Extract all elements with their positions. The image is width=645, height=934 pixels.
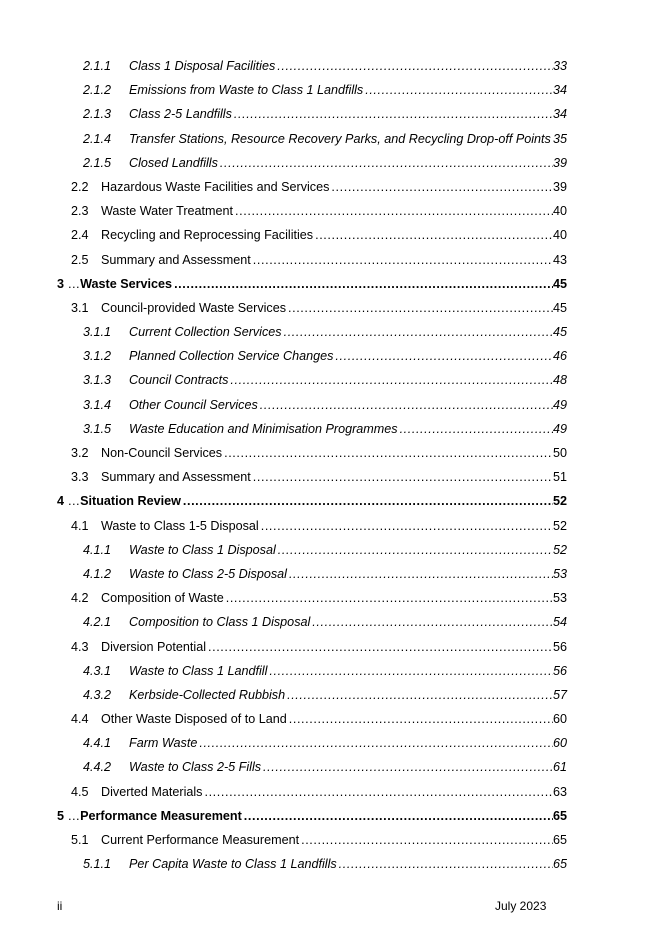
- toc-dot-leader: [263, 755, 553, 779]
- toc-entry-page: 39: [552, 179, 567, 194]
- toc-entry-number: 3: [57, 276, 65, 291]
- toc-dot-leader: [226, 586, 553, 610]
- toc-entry[interactable]: [0, 659, 645, 683]
- table-of-contents: [0, 54, 645, 876]
- toc-entry-number: 5.1.1: [83, 857, 112, 872]
- toc-entry-title: Class 2-5 Landfills: [129, 107, 232, 122]
- toc-entry-number: 4.3.2: [83, 687, 112, 702]
- toc-entry-number: 3.1.2: [83, 349, 112, 364]
- toc-dot-leader: [261, 514, 553, 538]
- toc-entry[interactable]: [0, 755, 645, 779]
- toc-entry-title: Per Capita Waste to Class 1 Landfills: [129, 857, 337, 872]
- toc-entry-number: 3.1.3: [83, 373, 112, 388]
- toc-entry-page: 34: [552, 83, 567, 98]
- toc-dot-leader: [204, 780, 553, 804]
- toc-dot-leader: [253, 465, 553, 489]
- toc-entry-title: Waste to Class 1-5 Disposal: [101, 518, 259, 533]
- toc-entry[interactable]: [0, 804, 645, 828]
- toc-entry[interactable]: [0, 562, 645, 586]
- toc-entry[interactable]: [0, 320, 645, 344]
- toc-entry-number: 3.2: [71, 446, 89, 460]
- toc-dot-leader: [269, 659, 553, 683]
- toc-entry-page: 52: [552, 518, 567, 533]
- toc-entry-title: Planned Collection Service Changes: [129, 349, 334, 364]
- toc-dot-leader: [244, 804, 553, 828]
- toc-entry-number: 4.3.1: [83, 663, 112, 678]
- toc-entry-page: 52: [552, 542, 567, 557]
- toc-dot-leader: [234, 102, 553, 126]
- footer-page-number: ii: [57, 899, 63, 913]
- toc-entry-page: 40: [552, 228, 567, 243]
- toc-entry-page: 56: [552, 639, 567, 654]
- toc-entry-number: 4.2.1: [83, 615, 112, 630]
- toc-entry-title: Waste Education and Minimisation Programmes: [129, 421, 398, 436]
- toc-entry[interactable]: [0, 54, 645, 78]
- footer-date: July 2023: [495, 899, 547, 913]
- toc-entry-page: 49: [552, 421, 567, 436]
- toc-entry-page: 60: [552, 736, 567, 751]
- toc-entry-page: 61: [552, 760, 567, 775]
- toc-entry-title: Hazardous Waste Facilities and Services: [101, 179, 330, 194]
- toc-entry-number: 3.1.5: [83, 421, 112, 436]
- toc-dot-leader: [289, 707, 553, 731]
- toc-entry[interactable]: [0, 683, 645, 707]
- toc-entry-title: Council-provided Waste Services: [101, 300, 287, 315]
- toc-entry-page: 45: [552, 325, 567, 340]
- toc-entry[interactable]: [0, 151, 645, 175]
- toc-entry-title: Composition to Class 1 Disposal: [129, 615, 311, 630]
- toc-dot-leader: [253, 248, 553, 272]
- toc-entry-page: 45: [552, 300, 567, 315]
- toc-entry-number: 4.4: [71, 712, 89, 727]
- toc-entry-page: 33: [552, 59, 567, 73]
- toc-dot-leader: [208, 635, 553, 659]
- toc-dot-leader: [224, 441, 553, 465]
- toc-entry-page: 50: [552, 446, 567, 460]
- toc-entry-title: Current Collection Services: [129, 325, 282, 340]
- toc-dot-leader: [339, 852, 553, 876]
- toc-entry-number: 3.1.4: [83, 397, 112, 412]
- toc-dot-leader: [278, 538, 553, 562]
- toc-entry-title: Summary and Assessment: [101, 252, 251, 267]
- toc-entry-title: Farm Waste: [129, 736, 198, 751]
- toc-entry-title: Waste to Class 1 Disposal: [129, 542, 276, 557]
- toc-entry[interactable]: [0, 344, 645, 368]
- toc-dot-leader: [315, 223, 553, 247]
- toc-entry-ellipsis: …: [64, 494, 81, 509]
- toc-entry[interactable]: [0, 731, 645, 755]
- toc-entry-number: 2.1.3: [83, 107, 112, 122]
- toc-dot-leader: [365, 78, 553, 102]
- toc-entry[interactable]: [0, 296, 645, 320]
- toc-entry-page: 63: [552, 784, 567, 799]
- toc-entry-number: 4.5: [71, 784, 89, 799]
- toc-entry-title: Other Council Services: [129, 397, 258, 412]
- toc-entry-number: 4.1: [71, 518, 89, 533]
- toc-entry-page: 46: [552, 349, 567, 364]
- toc-entry[interactable]: [0, 514, 645, 538]
- toc-entry-number: 4.1.1: [83, 542, 112, 557]
- toc-entry-page: 51: [552, 470, 567, 485]
- toc-dot-leader: [331, 175, 553, 199]
- toc-entry-title: Waste to Class 2-5 Fills: [129, 760, 262, 775]
- toc-entry-number: 4: [57, 494, 65, 509]
- toc-entry-number: 2.4: [71, 228, 89, 243]
- toc-entry-number: 2.5: [71, 252, 89, 267]
- toc-entry-page: 57: [552, 687, 567, 702]
- toc-entry[interactable]: [0, 78, 645, 102]
- toc-entry[interactable]: [0, 610, 645, 634]
- toc-dot-leader: [289, 562, 553, 586]
- toc-dot-leader: [235, 199, 553, 223]
- toc-entry-page: 35: [552, 131, 567, 146]
- toc-entry-title: Other Waste Disposed of to Land: [101, 712, 287, 727]
- toc-entry-page: 43: [552, 252, 567, 267]
- toc-dot-leader: [260, 393, 553, 417]
- toc-entry-page: 49: [552, 397, 567, 412]
- toc-entry-title: Transfer Stations, Resource Recovery Parks, and Recycling Drop-off Points: [129, 131, 551, 146]
- toc-entry[interactable]: [0, 538, 645, 562]
- toc-entry[interactable]: [0, 248, 645, 272]
- toc-entry[interactable]: [0, 586, 645, 610]
- toc-entry-title: Kerbside-Collected Rubbish: [129, 687, 286, 702]
- toc-entry-page: 53: [552, 591, 567, 606]
- toc-entry-page: 45: [552, 276, 567, 291]
- toc-dot-leader: [288, 296, 553, 320]
- toc-entry-title: Waste to Class 1 Landfill: [129, 663, 268, 678]
- toc-entry-title: Situation Review: [80, 494, 181, 509]
- toc-entry-ellipsis: …: [64, 808, 81, 823]
- toc-entry[interactable]: [0, 417, 645, 441]
- toc-entry-number: 2.3: [71, 204, 89, 219]
- toc-dot-leader: [220, 151, 553, 175]
- toc-entry[interactable]: [0, 635, 645, 659]
- toc-entry[interactable]: [0, 707, 645, 731]
- toc-entry-title: Recycling and Reprocessing Facilities: [101, 228, 314, 243]
- toc-dot-leader: [335, 344, 553, 368]
- toc-entry[interactable]: [0, 223, 645, 247]
- toc-dot-leader: [183, 489, 553, 513]
- toc-entry-page: 56: [552, 663, 567, 678]
- toc-entry-title: Class 1 Disposal Facilities: [129, 59, 276, 73]
- toc-entry-title: Current Performance Measurement: [101, 833, 300, 847]
- toc-dot-leader: [174, 272, 553, 296]
- toc-entry-title: Closed Landfills: [129, 155, 218, 170]
- toc-entry-title: Waste to Class 2-5 Disposal: [129, 566, 287, 581]
- toc-entry-title: Performance Measurement: [80, 808, 242, 823]
- toc-entry[interactable]: [0, 489, 645, 513]
- toc-dot-leader: [400, 417, 553, 441]
- toc-entry[interactable]: [0, 272, 645, 296]
- toc-entry-page: 48: [552, 373, 567, 388]
- toc-entry-page: 65: [552, 833, 567, 847]
- toc-dot-leader: [287, 683, 553, 707]
- toc-entry-page: 54: [552, 615, 567, 630]
- toc-entry[interactable]: [0, 780, 645, 804]
- toc-dot-leader: [199, 731, 553, 755]
- toc-entry-number: 5.1: [71, 833, 89, 847]
- toc-entry-title: Waste Water Treatment: [101, 204, 234, 219]
- toc-dot-leader: [312, 610, 553, 634]
- toc-entry-number: 4.4.1: [83, 736, 112, 751]
- toc-entry-title: Council Contracts: [129, 373, 229, 388]
- toc-entry-title: Diversion Potential: [101, 639, 206, 654]
- toc-entry[interactable]: [0, 368, 645, 392]
- toc-entry-page: 60: [552, 712, 567, 727]
- toc-entry-number: 2.1.1: [83, 59, 112, 73]
- toc-entry-title: Composition of Waste: [101, 591, 224, 606]
- toc-entry-number: 4.2: [71, 591, 89, 606]
- toc-entry-page: 53: [552, 566, 567, 581]
- toc-entry[interactable]: [0, 852, 645, 876]
- toc-entry[interactable]: [0, 175, 645, 199]
- toc-entry-page: 39: [552, 155, 567, 170]
- toc-entry-number: 5: [57, 808, 65, 823]
- toc-entry-title: Non-Council Services: [101, 446, 223, 460]
- toc-entry-title: Summary and Assessment: [101, 470, 251, 485]
- toc-entry-number: 4.3: [71, 639, 89, 654]
- toc-entry-number: 2.1.4: [83, 131, 112, 146]
- toc-entry-ellipsis: …: [64, 276, 81, 291]
- toc-dot-leader: [301, 828, 553, 852]
- toc-entry-title: Waste Services: [80, 276, 173, 291]
- toc-entry-page: 65: [552, 857, 567, 872]
- toc-entry-page: 52: [552, 494, 567, 509]
- toc-entry-title: Diverted Materials: [101, 784, 203, 799]
- toc-entry-page: 40: [552, 204, 567, 219]
- toc-entry[interactable]: [0, 102, 645, 126]
- toc-entry-number: 2.2: [71, 179, 89, 194]
- toc-entry[interactable]: [0, 441, 645, 465]
- toc-entry-title: Emissions from Waste to Class 1 Landfills: [129, 83, 364, 98]
- toc-entry-number: 4.1.2: [83, 566, 112, 581]
- toc-dot-leader: [277, 54, 553, 78]
- toc-dot-leader: [230, 368, 553, 392]
- toc-entry[interactable]: [0, 465, 645, 489]
- toc-entry-number: 3.3: [71, 470, 89, 485]
- toc-entry[interactable]: [0, 393, 645, 417]
- toc-entry-number: 4.4.2: [83, 760, 112, 775]
- toc-entry-page: 65: [552, 808, 567, 823]
- toc-entry-number: 2.1.5: [83, 155, 112, 170]
- toc-entry-number: 2.1.2: [83, 83, 112, 98]
- toc-entry[interactable]: [0, 127, 645, 151]
- toc-entry[interactable]: [0, 199, 645, 223]
- toc-entry-number: 3.1: [71, 300, 89, 315]
- toc-entry-number: 3.1.1: [83, 325, 112, 340]
- toc-dot-leader: [284, 320, 553, 344]
- toc-entry[interactable]: [0, 828, 645, 852]
- toc-entry-page: 34: [552, 107, 567, 122]
